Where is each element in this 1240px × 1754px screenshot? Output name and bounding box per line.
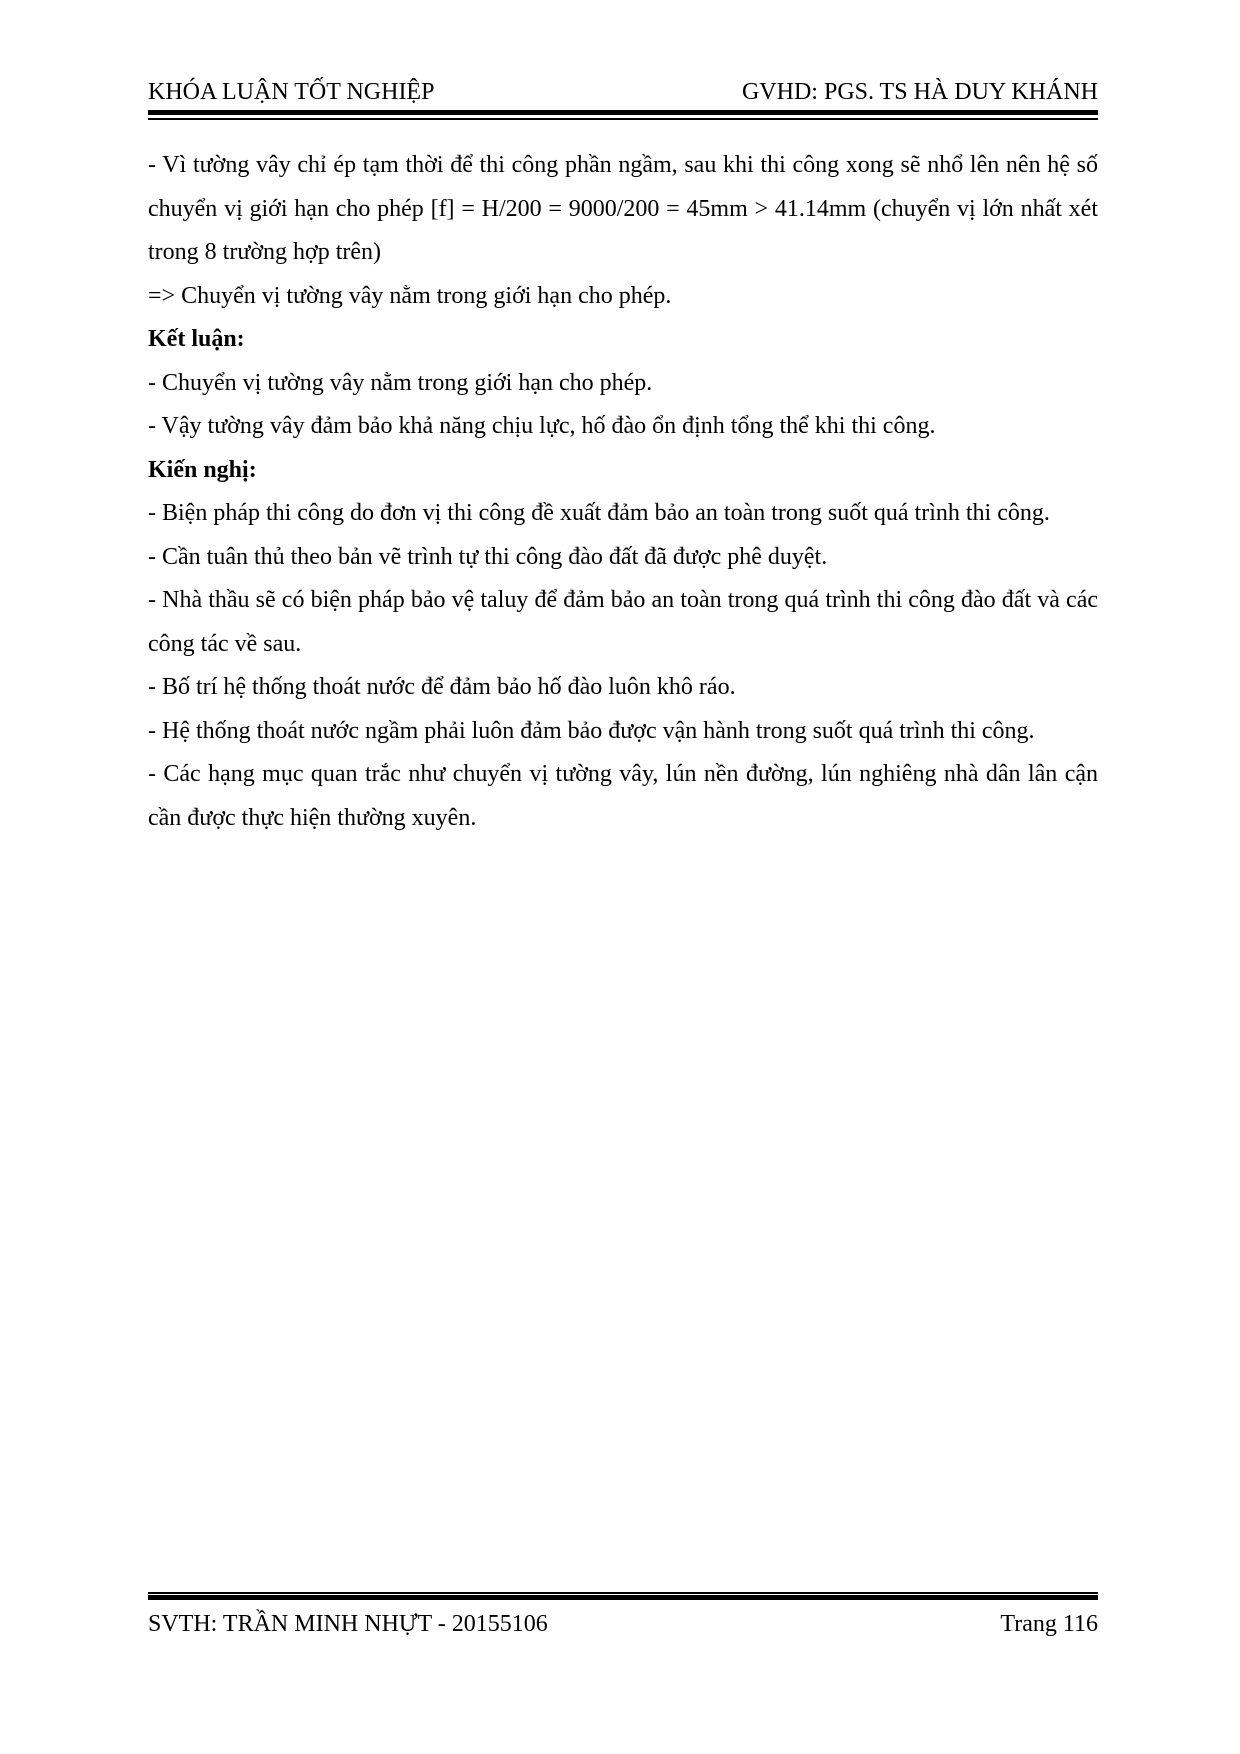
recommendation-item: - Hệ thống thoát nước ngầm phải luôn đảm bảo được vận hành trong suốt quá trình thi công.: [148, 717, 1035, 744]
header-rule: [148, 110, 1098, 120]
page-number: Trang 116: [1000, 1611, 1098, 1637]
header-rule-thick: [148, 110, 1098, 115]
header-thesis-title: KHÓA LUẬN TỐT NGHIỆP: [148, 79, 435, 105]
conclusion-item: - Vậy tường vây đảm bảo khả năng chịu lực, hố đào ổn định tổng thể khi thi công.: [148, 413, 936, 439]
paragraph-displacement-result: => Chuyển vị tường vây nằm trong giới hạn cho phép.: [148, 282, 672, 309]
recommendation-item: - Nhà thầu sẽ có biện pháp bảo vệ taluy để đảm bảo an toàn trong quá trình thi công đào đất và các công tác về sau.: [148, 587, 1098, 657]
footer-rule-thick: [148, 1595, 1098, 1600]
recommendation-item: - Cần tuân thủ theo bản vẽ trình tự thi công đào đất đã được phê duyệt.: [148, 543, 828, 570]
conclusion-item: - Chuyển vị tường vây nằm trong giới hạn cho phép.: [148, 369, 653, 396]
heading-conclusion: Kết luận:: [148, 326, 245, 352]
paragraph-displacement-limit: - Vì tường vây chỉ ép tạm thời để thi công phần ngầm, sau khi thi công xong sẽ nhổ lên nên hệ số chuyển vị giới hạn cho phép [f] = H/200 = 9000/200 = 45mm > 41.14mm (chuyển vị lớn nhất xét trong 8 trường hợp trên): [148, 152, 1098, 265]
footer-student: SVTH: TRẦN MINH NHỰT - 20155106: [148, 1611, 548, 1637]
footer-rule: [148, 1592, 1098, 1602]
recommendation-item: - Biện pháp thi công do đơn vị thi công đề xuất đảm bảo an toàn trong suốt quá trình thi công.: [148, 500, 1050, 526]
header-advisor: GVHD: PGS. TS HÀ DUY KHÁNH: [741, 79, 1098, 105]
heading-recommendation: Kiến nghị:: [148, 456, 257, 483]
footer-rule-thin: [148, 1592, 1098, 1594]
page-header: [148, 74, 1098, 110]
header-rule-thin: [148, 118, 1098, 120]
recommendation-item: - Bố trí hệ thống thoát nước để đảm bảo hố đào luôn khô ráo.: [148, 674, 736, 700]
recommendation-item: - Các hạng mục quan trắc như chuyển vị tường vây, lún nền đường, lún nghiêng nhà dân lân cận cần được thực hiện thường xuyên.: [148, 761, 1098, 831]
document-body: [148, 144, 1098, 840]
page-footer: [148, 1606, 1098, 1642]
